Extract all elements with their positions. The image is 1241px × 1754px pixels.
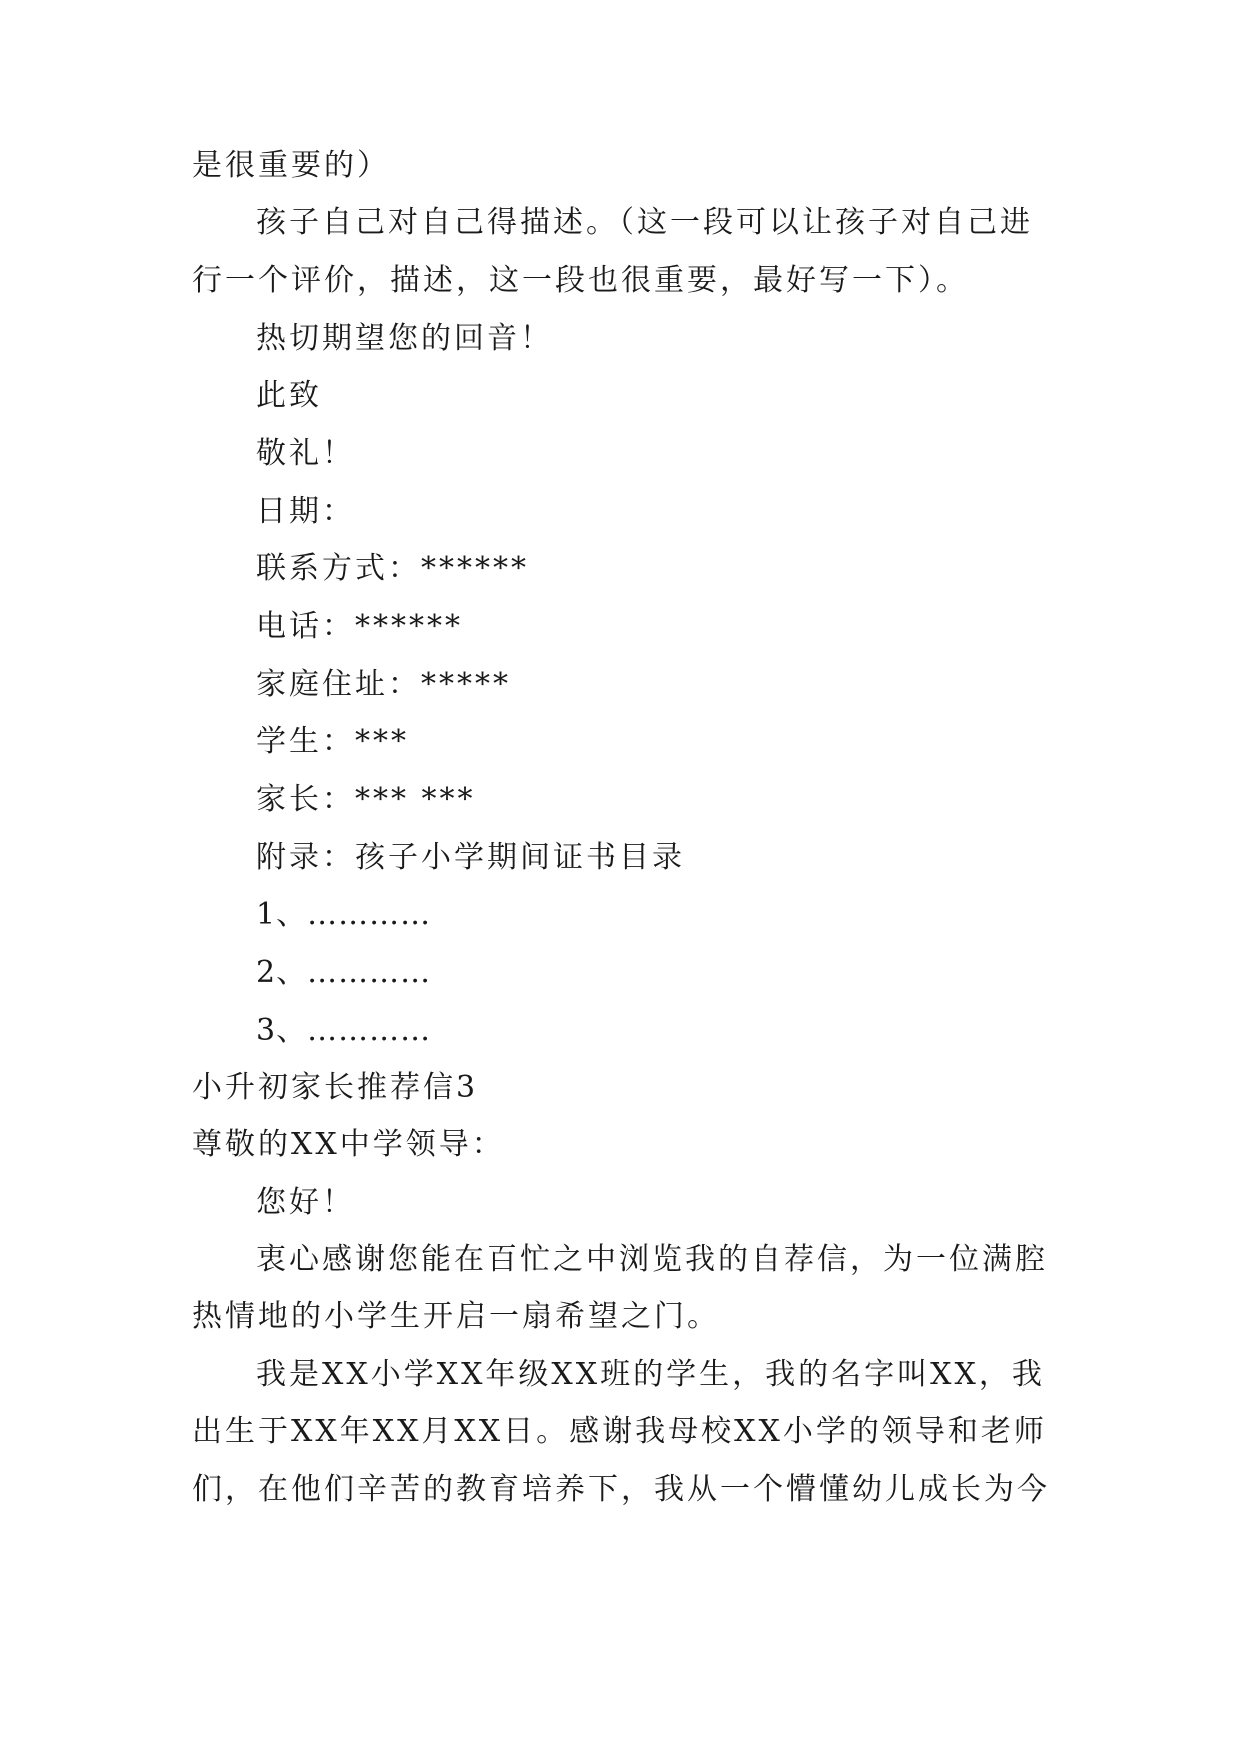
text-line: 2、………… (256, 955, 432, 990)
text-line: 是很重要的） (192, 148, 390, 183)
text-line: 您好！ (256, 1185, 355, 1220)
section-heading: 小升初家长推荐信3 (192, 1070, 479, 1105)
text-line: 热情地的小学生开启一扇希望之门。 (192, 1299, 720, 1334)
text-line: 联系方式：****** (256, 551, 529, 586)
text-line: 尊敬的XX中学领导： (192, 1127, 505, 1162)
text-line: 敬礼！ (256, 436, 355, 471)
text-line: 学生：*** (256, 724, 409, 759)
text-line: 家长：*** *** (256, 782, 476, 817)
text-line: 行一个评价，描述，这一段也很重要，最好写一下）。 (192, 263, 969, 298)
text-line: 我是XX小学XX年级XX班的学生，我的名字叫XX，我 (256, 1357, 1045, 1392)
text-line: 此致 (256, 378, 322, 413)
text-line: 1、………… (256, 897, 432, 932)
text-line: 衷心感谢您能在百忙之中浏览我的自荐信，为一位满腔 (256, 1242, 1048, 1277)
text-line: 们，在他们辛苦的教育培养下，我从一个懵懂幼儿成长为今 (192, 1472, 1050, 1507)
text-line: 附录：孩子小学期间证书目录 (256, 840, 685, 875)
text-line: 出生于XX年XX月XX日。感谢我母校XX小学的领导和老师 (192, 1414, 1047, 1449)
text-line: 日期： (256, 494, 355, 529)
text-line: 热切期望您的回音！ (256, 321, 553, 356)
text-line: 电话：****** (256, 609, 463, 644)
text-line: 家庭住址：***** (256, 667, 511, 702)
text-line: 孩子自己对自己得描述。（这一段可以让孩子对自己进 (256, 205, 1033, 240)
text-line: 3、………… (256, 1013, 432, 1048)
